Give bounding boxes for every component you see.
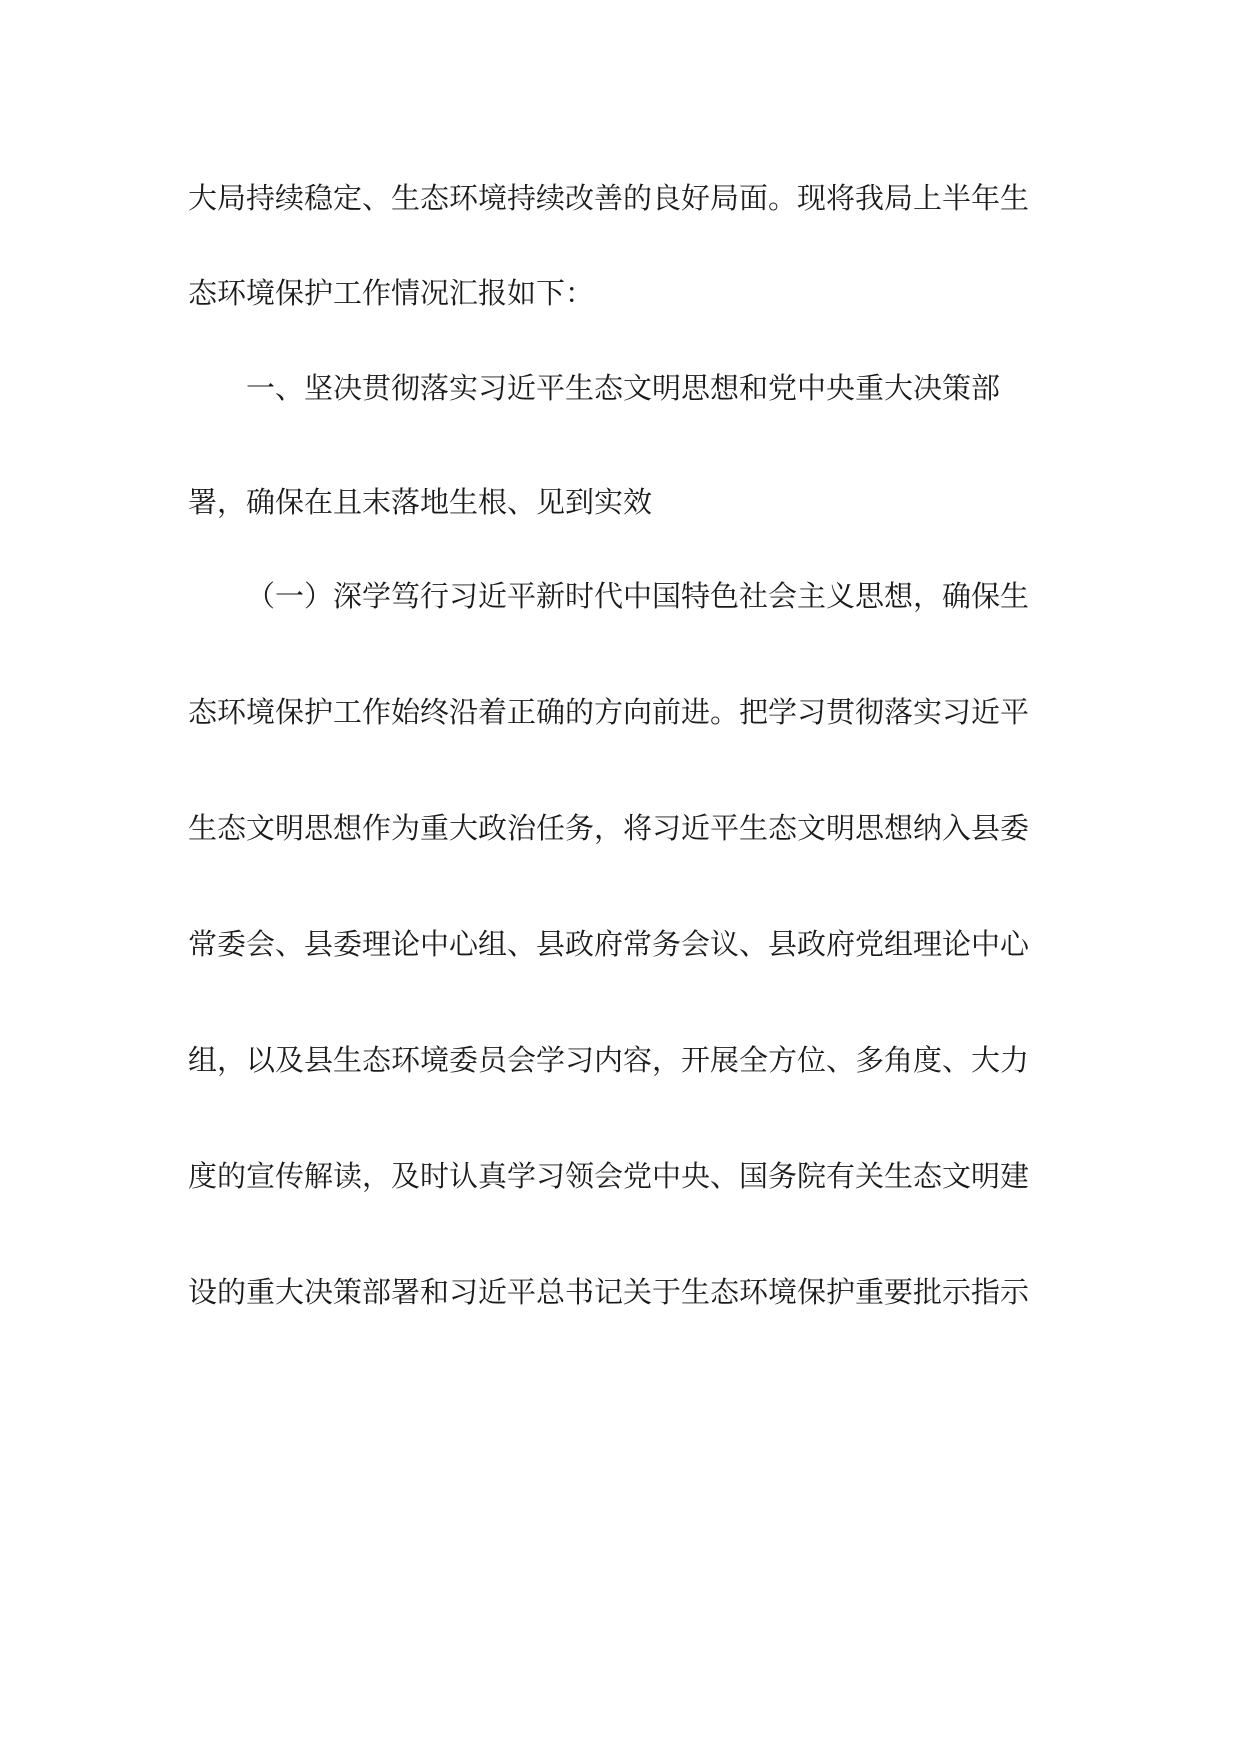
subsection-heading-line: （一）深学笃行习近平新时代中国特色社会主义思想，确保生 [246, 579, 1030, 613]
paragraph-line: 大局持续稳定、生态环境持续改善的良好局面。现将我局上半年生 [188, 181, 1030, 215]
paragraph-line: 设的重大决策部署和习近平总书记关于生态环境保护重要批示指示 [188, 1275, 1030, 1309]
paragraph-line: 生态文明思想作为重大政治任务，将习近平生态文明思想纳入县委 [188, 811, 1030, 845]
paragraph-line: 态环境保护工作始终沿着正确的方向前进。把学习贯彻落实习近平 [188, 695, 1030, 729]
paragraph-line: 度的宣传解读，及时认真学习领会党中央、国务院有关生态文明建 [188, 1159, 1030, 1193]
section-heading-line: 署，确保在且末落地生根、见到实效 [188, 485, 653, 519]
paragraph-line: 组，以及县生态环境委员会学习内容，开展全方位、多角度、大力 [188, 1043, 1030, 1077]
paragraph-line: 常委会、县委理论中心组、县政府常务会议、县政府党组理论中心 [188, 927, 1030, 961]
section-heading-line: 一、坚决贯彻落实习近平生态文明思想和党中央重大决策部 [246, 371, 1001, 405]
paragraph-line: 态环境保护工作情况汇报如下： [188, 276, 595, 310]
